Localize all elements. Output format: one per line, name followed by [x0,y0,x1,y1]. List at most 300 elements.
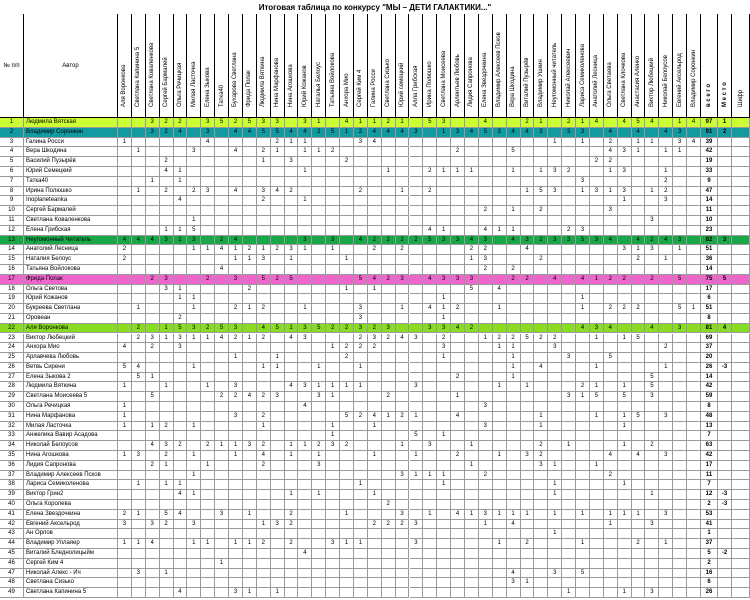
score-cell[interactable] [576,559,590,569]
score-cell[interactable] [479,353,493,363]
score-cell[interactable] [479,167,493,177]
score-cell[interactable]: 1 [521,382,535,392]
score-cell[interactable] [132,382,146,392]
score-cell[interactable] [340,422,354,432]
score-cell[interactable] [257,216,271,226]
score-cell[interactable]: 5 [423,236,437,246]
score-cell[interactable]: 1 [493,382,507,392]
score-cell[interactable] [659,157,673,167]
row-place[interactable]: 4 [718,324,732,334]
score-cell[interactable] [187,461,201,471]
score-cell[interactable] [312,431,326,441]
score-cell[interactable]: 5 [618,392,632,402]
score-cell[interactable]: 4 [479,226,493,236]
score-cell[interactable] [118,275,132,285]
score-cell[interactable] [285,392,299,402]
score-cell[interactable] [368,363,382,373]
row-shifr[interactable] [732,578,750,588]
score-cell[interactable]: 4 [632,128,646,138]
score-cell[interactable] [659,382,673,392]
score-cell[interactable] [534,382,548,392]
score-cell[interactable]: 3 [465,275,479,285]
row-place[interactable] [718,510,732,520]
score-cell[interactable] [174,373,188,383]
score-cell[interactable] [285,285,299,295]
score-cell[interactable] [604,382,618,392]
score-cell[interactable] [298,187,312,197]
score-cell[interactable] [645,451,659,461]
score-cell[interactable]: 3 [562,392,576,402]
score-cell[interactable]: 2 [229,392,243,402]
score-cell[interactable] [590,520,604,530]
score-cell[interactable] [673,539,687,549]
row-place[interactable] [718,294,732,304]
score-cell[interactable] [618,529,632,539]
score-cell[interactable] [521,147,535,157]
score-cell[interactable] [632,588,646,598]
score-cell[interactable] [645,412,659,422]
score-cell[interactable]: 2 [285,539,299,549]
score-cell[interactable] [132,294,146,304]
score-cell[interactable] [548,206,562,216]
score-cell[interactable] [465,363,479,373]
score-cell[interactable] [645,196,659,206]
row-number[interactable]: 39 [0,490,24,500]
score-cell[interactable]: 4 [604,147,618,157]
score-cell[interactable]: 1 [576,392,590,402]
score-cell[interactable] [437,138,451,148]
score-cell[interactable]: 1 [645,490,659,500]
score-cell[interactable] [632,382,646,392]
score-cell[interactable] [590,441,604,451]
row-author[interactable]: Татьяна Войлокова [24,265,118,275]
score-cell[interactable] [146,578,160,588]
score-cell[interactable]: 1 [257,157,271,167]
score-cell[interactable] [215,412,229,422]
score-cell[interactable] [590,510,604,520]
score-cell[interactable] [174,363,188,373]
score-cell[interactable] [326,285,340,295]
score-cell[interactable]: 1 [174,177,188,187]
row-author[interactable]: Светлана Моисеева 5 [24,392,118,402]
score-cell[interactable] [548,363,562,373]
score-cell[interactable]: 3 [673,236,687,246]
score-cell[interactable] [534,157,548,167]
score-cell[interactable] [382,451,396,461]
score-cell[interactable]: 1 [354,363,368,373]
score-cell[interactable] [118,128,132,138]
score-cell[interactable] [243,431,257,441]
score-cell[interactable] [437,559,451,569]
score-cell[interactable] [298,216,312,226]
row-shifr[interactable] [732,480,750,490]
score-cell[interactable] [271,431,285,441]
score-cell[interactable]: 1 [590,382,604,392]
score-cell[interactable]: 4 [604,128,618,138]
score-cell[interactable] [132,461,146,471]
score-cell[interactable]: 3 [285,245,299,255]
score-cell[interactable] [271,529,285,539]
score-cell[interactable] [257,549,271,559]
row-total[interactable]: 26 [701,588,718,598]
score-cell[interactable] [479,304,493,314]
score-cell[interactable] [187,549,201,559]
row-author[interactable]: Владимир Соронкин [24,128,118,138]
score-cell[interactable] [382,314,396,324]
score-cell[interactable] [687,245,701,255]
score-cell[interactable]: 2 [604,304,618,314]
score-cell[interactable]: 3 [576,226,590,236]
score-cell[interactable] [354,196,368,206]
score-cell[interactable] [298,588,312,598]
row-total[interactable]: 91 [701,128,718,138]
score-cell[interactable]: 2 [562,226,576,236]
score-cell[interactable] [479,431,493,441]
score-cell[interactable] [187,138,201,148]
score-cell[interactable] [229,569,243,579]
score-cell[interactable] [659,373,673,383]
row-place[interactable]: -3 [718,490,732,500]
score-cell[interactable]: 2 [271,138,285,148]
score-cell[interactable] [507,177,521,187]
score-cell[interactable]: 5 [174,324,188,334]
score-cell[interactable] [507,294,521,304]
score-cell[interactable]: 2 [618,275,632,285]
score-cell[interactable] [354,216,368,226]
score-cell[interactable]: 1 [590,412,604,422]
score-cell[interactable]: 2 [257,461,271,471]
score-cell[interactable] [243,187,257,197]
score-cell[interactable] [562,382,576,392]
score-cell[interactable] [396,196,410,206]
score-cell[interactable] [174,304,188,314]
score-cell[interactable] [132,314,146,324]
score-cell[interactable] [548,382,562,392]
score-cell[interactable] [298,275,312,285]
score-cell[interactable]: 2 [118,245,132,255]
score-cell[interactable] [604,539,618,549]
score-cell[interactable] [451,559,465,569]
score-cell[interactable] [368,539,382,549]
score-cell[interactable] [645,480,659,490]
score-cell[interactable] [590,529,604,539]
score-cell[interactable] [604,363,618,373]
score-cell[interactable] [326,412,340,422]
score-cell[interactable] [326,529,340,539]
score-cell[interactable] [312,480,326,490]
score-cell[interactable] [548,412,562,422]
score-cell[interactable] [187,157,201,167]
score-cell[interactable] [243,206,257,216]
score-cell[interactable] [604,569,618,579]
score-cell[interactable]: 4 [659,236,673,246]
row-place[interactable]: 3 [718,236,732,246]
score-cell[interactable] [521,265,535,275]
score-cell[interactable] [507,187,521,197]
score-cell[interactable] [659,461,673,471]
score-cell[interactable] [382,402,396,412]
score-cell[interactable] [590,138,604,148]
score-cell[interactable]: 3 [451,128,465,138]
score-cell[interactable] [521,216,535,226]
score-cell[interactable]: 4 [354,236,368,246]
score-cell[interactable]: 1 [507,353,521,363]
score-cell[interactable] [451,363,465,373]
score-cell[interactable]: 1 [271,588,285,598]
score-cell[interactable]: 3 [618,245,632,255]
score-cell[interactable]: 2 [340,324,354,334]
score-cell[interactable] [146,471,160,481]
score-cell[interactable]: 1 [632,245,646,255]
score-cell[interactable] [576,441,590,451]
score-cell[interactable]: 2 [423,167,437,177]
row-place[interactable] [718,441,732,451]
row-place[interactable]: -3 [718,500,732,510]
score-cell[interactable]: 4 [243,392,257,402]
score-cell[interactable] [118,118,132,128]
score-cell[interactable] [479,451,493,461]
score-cell[interactable] [146,157,160,167]
score-cell[interactable]: 3 [659,196,673,206]
score-cell[interactable]: 1 [590,275,604,285]
score-cell[interactable]: 4 [118,343,132,353]
score-cell[interactable]: 2 [285,520,299,530]
score-cell[interactable]: 1 [174,226,188,236]
score-cell[interactable]: 5 [160,510,174,520]
score-cell[interactable] [562,157,576,167]
score-cell[interactable]: 3 [187,520,201,530]
score-cell[interactable]: 2 [396,412,410,422]
score-cell[interactable] [382,461,396,471]
score-cell[interactable]: 2 [229,304,243,314]
score-cell[interactable] [465,500,479,510]
score-cell[interactable]: 1 [576,539,590,549]
score-cell[interactable] [673,578,687,588]
score-cell[interactable] [410,216,424,226]
score-cell[interactable]: 1 [285,324,299,334]
score-cell[interactable]: 1 [548,461,562,471]
row-number[interactable]: 28 [0,382,24,392]
score-cell[interactable] [521,353,535,363]
score-cell[interactable] [410,343,424,353]
score-cell[interactable]: 1 [632,510,646,520]
score-cell[interactable] [243,353,257,363]
score-cell[interactable] [187,382,201,392]
score-cell[interactable] [146,529,160,539]
row-total[interactable]: 14 [701,196,718,206]
score-cell[interactable]: 5 [632,412,646,422]
score-cell[interactable] [326,559,340,569]
score-cell[interactable] [493,167,507,177]
score-cell[interactable] [534,588,548,598]
score-cell[interactable] [521,138,535,148]
results-grid[interactable] [0,14,750,598]
score-cell[interactable]: 3 [673,138,687,148]
score-cell[interactable] [243,578,257,588]
score-cell[interactable]: 1 [368,285,382,295]
score-cell[interactable] [548,539,562,549]
score-cell[interactable] [687,294,701,304]
score-cell[interactable] [146,451,160,461]
score-cell[interactable]: 1 [423,510,437,520]
score-cell[interactable] [423,588,437,598]
score-cell[interactable] [271,236,285,246]
score-cell[interactable]: 2 [160,187,174,197]
score-cell[interactable]: 1 [118,422,132,432]
score-cell[interactable] [368,353,382,363]
score-cell[interactable] [673,353,687,363]
score-cell[interactable] [576,471,590,481]
score-cell[interactable] [632,363,646,373]
score-cell[interactable] [493,441,507,451]
score-cell[interactable]: 1 [479,520,493,530]
score-cell[interactable] [368,569,382,579]
score-cell[interactable] [326,353,340,363]
score-cell[interactable] [243,265,257,275]
score-cell[interactable]: 3 [271,520,285,530]
score-cell[interactable] [451,196,465,206]
score-cell[interactable] [687,373,701,383]
score-cell[interactable] [312,373,326,383]
score-cell[interactable]: 3 [479,422,493,432]
score-cell[interactable]: 4 [604,324,618,334]
score-cell[interactable] [201,363,215,373]
score-cell[interactable] [132,490,146,500]
row-number[interactable]: 33 [0,431,24,441]
row-total[interactable]: 8 [701,402,718,412]
row-shifr[interactable] [732,138,750,148]
score-cell[interactable] [382,353,396,363]
score-cell[interactable]: 5 [632,334,646,344]
row-total[interactable]: 7 [701,431,718,441]
score-cell[interactable] [174,539,188,549]
score-cell[interactable] [534,147,548,157]
score-cell[interactable] [340,363,354,373]
row-number[interactable]: 11 [0,216,24,226]
score-cell[interactable] [382,363,396,373]
score-cell[interactable] [229,373,243,383]
score-cell[interactable] [368,157,382,167]
score-cell[interactable]: 2 [174,118,188,128]
score-cell[interactable] [521,373,535,383]
score-cell[interactable]: 3 [160,236,174,246]
score-cell[interactable] [396,500,410,510]
row-author[interactable]: Василий Пузырёв [24,157,118,167]
score-cell[interactable] [368,314,382,324]
score-cell[interactable] [187,255,201,265]
score-cell[interactable] [243,382,257,392]
score-cell[interactable] [576,334,590,344]
score-cell[interactable] [645,510,659,520]
score-cell[interactable]: 1 [118,138,132,148]
row-total[interactable]: 8 [701,314,718,324]
score-cell[interactable] [382,529,396,539]
score-cell[interactable] [687,480,701,490]
score-cell[interactable]: 3 [645,245,659,255]
row-place[interactable] [718,187,732,197]
score-cell[interactable]: 3 [146,128,160,138]
score-cell[interactable] [174,147,188,157]
score-cell[interactable] [243,196,257,206]
score-cell[interactable] [312,275,326,285]
score-cell[interactable]: 5 [507,147,521,157]
score-cell[interactable] [326,167,340,177]
score-cell[interactable] [229,402,243,412]
score-cell[interactable] [298,314,312,324]
score-cell[interactable] [534,226,548,236]
row-author[interactable]: Елена Грибская [24,226,118,236]
score-cell[interactable] [132,529,146,539]
score-cell[interactable] [687,285,701,295]
score-cell[interactable] [632,167,646,177]
score-cell[interactable] [382,510,396,520]
score-cell[interactable]: 4 [576,324,590,334]
score-cell[interactable]: 5 [285,275,299,285]
row-author[interactable]: Оровеан [24,314,118,324]
score-cell[interactable] [187,402,201,412]
row-number[interactable]: 15 [0,255,24,265]
score-cell[interactable] [604,441,618,451]
score-cell[interactable]: 2 [243,245,257,255]
score-cell[interactable]: 5 [632,118,646,128]
score-cell[interactable] [521,363,535,373]
score-cell[interactable] [326,588,340,598]
score-cell[interactable] [312,314,326,324]
score-cell[interactable] [493,402,507,412]
score-cell[interactable] [632,294,646,304]
score-cell[interactable] [507,382,521,392]
score-cell[interactable] [410,167,424,177]
score-cell[interactable] [160,529,174,539]
score-cell[interactable] [187,529,201,539]
score-cell[interactable] [548,441,562,451]
score-cell[interactable] [659,353,673,363]
score-cell[interactable] [618,559,632,569]
score-cell[interactable] [229,363,243,373]
score-cell[interactable] [521,402,535,412]
score-cell[interactable]: 4 [590,118,604,128]
score-cell[interactable] [479,177,493,187]
score-cell[interactable] [285,236,299,246]
score-cell[interactable] [215,539,229,549]
score-cell[interactable] [548,285,562,295]
score-cell[interactable] [645,334,659,344]
score-cell[interactable] [437,373,451,383]
score-cell[interactable] [437,157,451,167]
row-total[interactable]: 41 [701,520,718,530]
score-cell[interactable] [298,539,312,549]
score-cell[interactable] [465,206,479,216]
score-cell[interactable] [146,138,160,148]
score-cell[interactable] [618,157,632,167]
score-cell[interactable] [548,304,562,314]
row-number[interactable]: 36 [0,461,24,471]
score-cell[interactable]: 3 [354,324,368,334]
score-cell[interactable] [146,167,160,177]
score-cell[interactable] [187,118,201,128]
score-cell[interactable] [396,373,410,383]
score-cell[interactable] [618,255,632,265]
score-cell[interactable] [673,167,687,177]
score-cell[interactable] [354,353,368,363]
row-total[interactable]: 2 [701,559,718,569]
score-cell[interactable]: 2 [382,236,396,246]
score-cell[interactable]: 4 [618,118,632,128]
score-cell[interactable]: 3 [298,334,312,344]
score-cell[interactable] [326,275,340,285]
score-cell[interactable] [687,451,701,461]
score-cell[interactable] [548,588,562,598]
